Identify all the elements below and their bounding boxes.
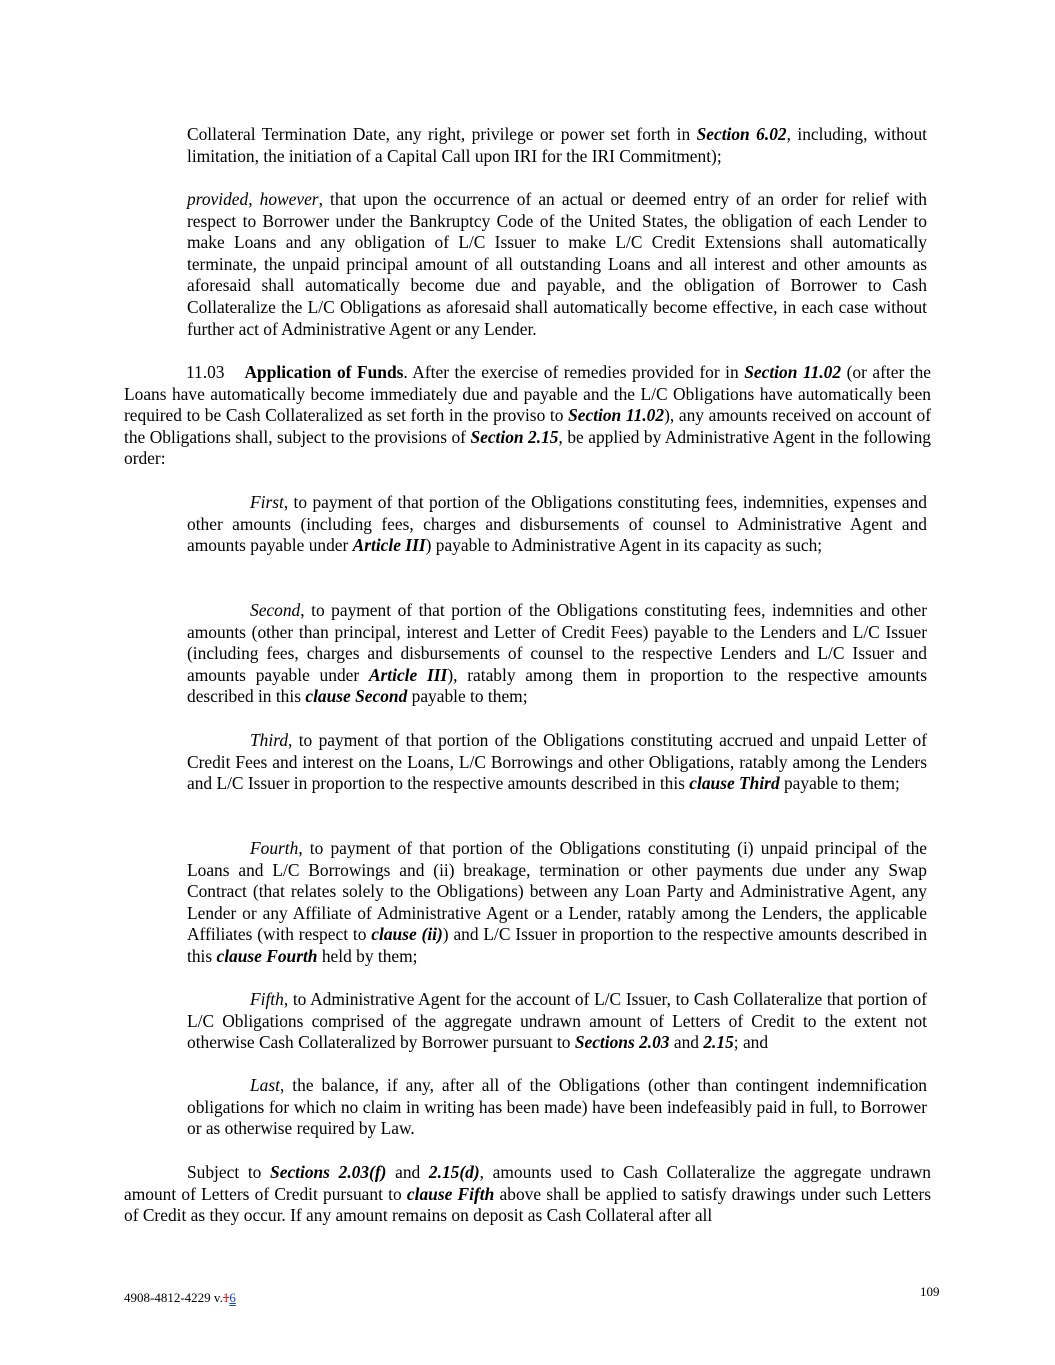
clause-label: First — [250, 492, 284, 512]
page-number: 109 — [920, 1284, 940, 1299]
revision-inserted: 6 — [229, 1290, 236, 1305]
section-number: 11.03 — [186, 362, 225, 382]
text: Collateral Termination Date, any right, privilege or power set forth in — [187, 124, 697, 144]
clause-fifth — [187, 989, 927, 1054]
text: , to payment of that portion of the Obligations constituting fees, indemnities and other amounts (other than principal, interest and Letter of Credit Fees) payable to the Lenders and L/C Issuer (including fees, charges and disbursements of counsel to the respective Lenders and L/C Issuer and amounts payable under — [187, 600, 927, 685]
section-reference: Sections 2.03 — [574, 1032, 670, 1053]
clause-reference: clause Second — [305, 686, 408, 707]
clause-reference: clause Third — [689, 773, 780, 794]
text: ) and L/C Issuer in proportion to the respective amounts described in this — [187, 924, 928, 966]
text: (or after the Loans have automatically become immediately due and payable and the L/C Obligations have automatically been required to be Cash Collateralized as set forth in the proviso to — [124, 362, 931, 426]
footer-document-id — [124, 1290, 236, 1306]
text: , — [248, 189, 260, 209]
section-reference: Section 2.15 — [470, 426, 559, 447]
text: and — [669, 1032, 704, 1053]
paragraph-collateral-termination — [187, 124, 927, 167]
text: Subject to — [187, 1162, 271, 1182]
italic-term: however — [259, 189, 319, 209]
text: , to payment of that portion of the Obligations constituting (i) unpaid principal of the Loans and L/C Borrowings and (ii) breakage, termination or other payments due under any Swap Contract (that relates solely to the Obligations) between any Loan Party and Administrative Agent, any Lender or any Affiliate of Administrative Agent or a Lender, ratably among the Lenders, the applicable Affiliates (with respect to — [187, 838, 927, 945]
article-reference: Article III — [368, 664, 448, 685]
text: , to Administrative Agent for the account of L/C Issuer, to Cash Collateralize that portion of L/C Obligations comprised of the aggregate undrawn amount of Letters of Credit to the extent not otherwise Cash Collateralized by Borrower pursuant to — [187, 989, 927, 1053]
text: , amounts used to Cash Collateralize the aggregate undrawn amount of Letters of Credit pursuant to — [124, 1162, 931, 1204]
text: ) payable to Administrative Agent in its capacity as such; — [425, 535, 823, 556]
text: ), any amounts received on account of the Obligations shall, subject to the provisions of — [124, 405, 931, 447]
text: . After the exercise of remedies provided for in — [403, 362, 745, 382]
italic-term: provided — [187, 189, 249, 209]
text: , be applied by Administrative Agent in the following order: — [124, 426, 932, 469]
clause-reference: clause Fourth — [216, 945, 318, 966]
text: payable to them; — [407, 686, 528, 707]
section-heading: Application of Funds — [244, 362, 404, 382]
doc-id-text: 4908-4812-4229 v. — [124, 1290, 223, 1305]
clause-first — [187, 492, 927, 557]
clause-second — [187, 600, 927, 708]
text: and — [386, 1162, 429, 1182]
article-reference: Article III — [352, 535, 426, 556]
clause-label: Second — [250, 600, 301, 620]
clause-third — [187, 730, 927, 795]
section-reference: 2.15 — [703, 1032, 734, 1053]
section-reference: Section 11.02 — [568, 405, 665, 426]
text: above shall be applied to satisfy drawings under such Letters of Credit as they occur. If any amount remains on deposit as Cash Collateral after all — [124, 1183, 932, 1226]
paragraph-subject-to — [124, 1162, 931, 1227]
clause-last — [187, 1075, 927, 1140]
section-reference: 2.15(d) — [428, 1162, 480, 1182]
section-reference: Section 11.02 — [744, 362, 842, 382]
clause-label: Fifth — [250, 989, 284, 1009]
section-reference: Section 6.02 — [696, 124, 787, 144]
paragraph-proviso — [187, 189, 927, 340]
clause-reference: clause (ii) — [371, 924, 443, 945]
section-11-03-paragraph — [124, 362, 931, 470]
text: , to payment of that portion of the Obligations constituting fees, indemnities, expenses and other amounts (including fees, charges and disbursements of counsel to Administrative Agent and amounts payable under — [187, 492, 927, 556]
text: , the balance, if any, after all of the Obligations (other than contingent indemnification obligations for which no claim in writing has been made) have been indefeasibly paid in full, to Borrower or as otherwise required by Law. — [187, 1075, 927, 1139]
clause-label: Last — [250, 1075, 280, 1095]
text: , including, without limitation, the initiation of a Capital Call upon IRI for the IRI Commitment); — [187, 124, 927, 166]
clause-fourth — [187, 838, 927, 968]
text: payable to them; — [779, 773, 900, 794]
text: , to payment of that portion of the Obligations constituting accrued and unpaid Letter of Credit Fees and interest on the Loans, L/C Borrowings and other Obligations, ratably among the Lenders and L/C Issuer in proportion to the respective amounts described in this — [187, 730, 927, 794]
text: ; and — [733, 1032, 769, 1053]
text: ), ratably among them in proportion to the respective amounts described in this — [187, 664, 927, 707]
clause-label: Third — [250, 730, 289, 750]
text: , that upon the occurrence of an actual or deemed entry of an order for relief with respect to Borrower under the Bankruptcy Code of the United States, the obligation of each Lender to make Loans and any obligation of L/C Issuer to make L/C Credit Extensions shall automatically terminate, the unpaid principal amount of all outstanding Loans and all interest and other amounts as aforesaid shall automatically become due and payable, and the obligation of Borrower to Cash Collateralize the L/C Obligations as aforesaid shall automatically become effective, in each case without further act of Administrative Agent or any Lender. — [187, 189, 927, 339]
clause-label: Fourth — [250, 838, 299, 858]
section-reference: Sections 2.03(f) — [270, 1162, 387, 1182]
revision-deleted: 1 — [222, 1290, 230, 1305]
clause-reference: clause Fifth — [406, 1183, 495, 1204]
text: held by them; — [317, 945, 418, 966]
